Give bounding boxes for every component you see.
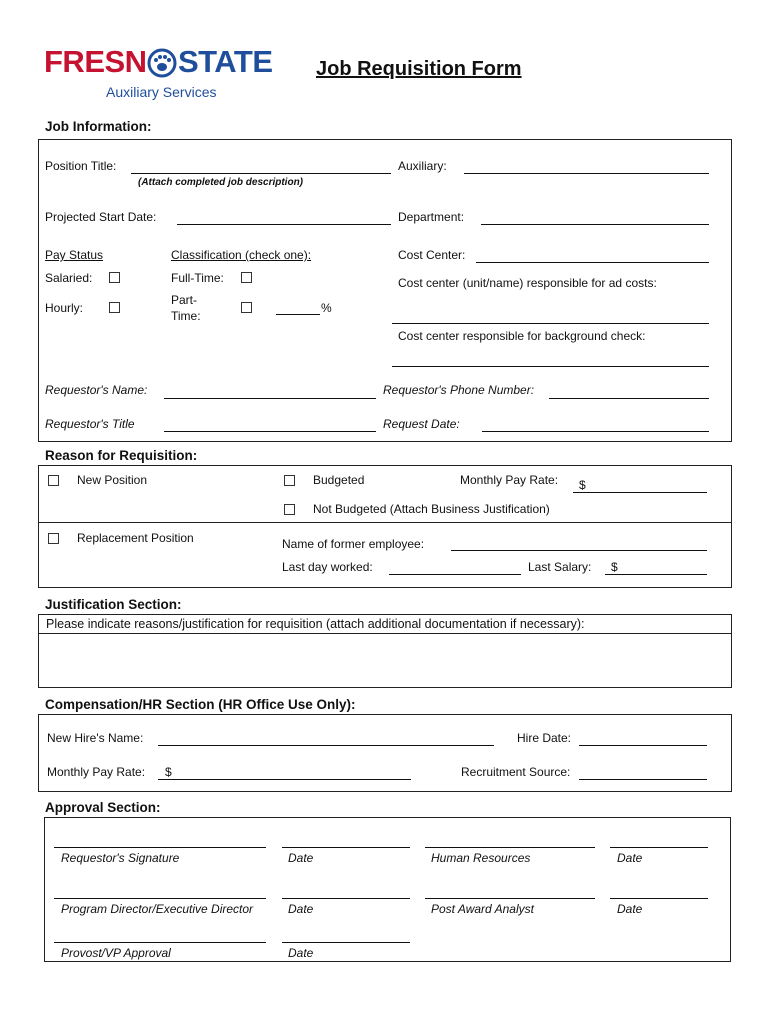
reason-divider bbox=[38, 522, 732, 523]
not-budgeted-checkbox[interactable] bbox=[284, 504, 295, 515]
justification-divider bbox=[38, 633, 732, 634]
hire-date-field[interactable] bbox=[579, 745, 707, 746]
post-award-label: Post Award Analyst bbox=[431, 902, 534, 916]
cost-center-bg-label: Cost center responsible for background check: bbox=[398, 329, 646, 343]
comp-monthly-pay-field[interactable] bbox=[158, 779, 411, 780]
former-employee-field[interactable] bbox=[451, 550, 707, 551]
post-award-date-label: Date bbox=[617, 902, 643, 916]
new-position-checkbox[interactable] bbox=[48, 475, 59, 486]
recruitment-source-label: Recruitment Source: bbox=[461, 765, 571, 779]
job-info-heading: Job Information: bbox=[45, 119, 152, 134]
classification-label: Classification (check one): bbox=[171, 248, 312, 262]
full-time-checkbox[interactable] bbox=[241, 272, 252, 283]
reason-heading: Reason for Requisition: bbox=[45, 448, 198, 463]
provost-label: Provost/VP Approval bbox=[61, 946, 171, 960]
new-hire-field[interactable] bbox=[158, 745, 494, 746]
department-field[interactable] bbox=[481, 224, 709, 225]
budgeted-label: Budgeted bbox=[313, 473, 365, 487]
cost-center-ad-label: Cost center (unit/name) responsible for ad costs: bbox=[398, 276, 657, 290]
post-award-signature-line[interactable] bbox=[425, 898, 595, 899]
department-label: Department: bbox=[398, 210, 465, 224]
post-award-date-line[interactable] bbox=[610, 898, 708, 899]
new-hire-label: New Hire's Name: bbox=[47, 731, 144, 745]
requestor-phone-label: Requestor's Phone Number: bbox=[383, 383, 535, 397]
cost-center-bg-field[interactable] bbox=[392, 366, 709, 367]
comp-monthly-pay-dollar: $ bbox=[165, 765, 172, 779]
director-date-line[interactable] bbox=[282, 898, 410, 899]
justification-heading: Justification Section: bbox=[45, 597, 182, 612]
requestor-date-line[interactable] bbox=[282, 847, 410, 848]
budgeted-checkbox[interactable] bbox=[284, 475, 295, 486]
logo-subtitle: Auxiliary Services bbox=[106, 84, 217, 100]
part-time-label-line2: Time: bbox=[171, 309, 201, 323]
last-day-field[interactable] bbox=[389, 574, 521, 575]
part-time-checkbox[interactable] bbox=[241, 302, 252, 313]
logo-state-text: STATE bbox=[178, 44, 273, 79]
requestor-signature-line[interactable] bbox=[54, 847, 266, 848]
request-date-label: Request Date: bbox=[383, 417, 460, 431]
comp-monthly-pay-label: Monthly Pay Rate: bbox=[47, 765, 146, 779]
approval-heading: Approval Section: bbox=[45, 800, 161, 815]
replacement-label: Replacement Position bbox=[77, 531, 194, 545]
justification-prompt: Please indicate reasons/justification for requisition (attach additional documentation if necessary): bbox=[46, 617, 585, 631]
hr-signature-line[interactable] bbox=[425, 847, 595, 848]
provost-signature-line[interactable] bbox=[54, 942, 266, 943]
requestor-title-label: Requestor's Title bbox=[45, 417, 135, 431]
request-date-field[interactable] bbox=[482, 431, 709, 432]
human-resources-label: Human Resources bbox=[431, 851, 531, 865]
hourly-label: Hourly: bbox=[45, 301, 84, 315]
last-salary-label: Last Salary: bbox=[528, 560, 592, 574]
requestor-name-field[interactable] bbox=[164, 398, 376, 399]
requestor-name-label: Requestor's Name: bbox=[45, 383, 148, 397]
hire-date-label: Hire Date: bbox=[517, 731, 572, 745]
position-title-label: Position Title: bbox=[45, 159, 117, 173]
pay-status-label: Pay Status bbox=[45, 248, 104, 262]
percent-sign: % bbox=[321, 301, 332, 315]
salaried-label: Salaried: bbox=[45, 271, 93, 285]
cost-center-label: Cost Center: bbox=[398, 248, 466, 262]
recruitment-source-field[interactable] bbox=[579, 779, 707, 780]
salaried-checkbox[interactable] bbox=[109, 272, 120, 283]
part-time-label-line1: Part- bbox=[171, 293, 198, 307]
last-day-label: Last day worked: bbox=[282, 560, 373, 574]
last-salary-field[interactable] bbox=[605, 574, 707, 575]
cost-center-ad-field[interactable] bbox=[392, 323, 709, 324]
requestor-title-field[interactable] bbox=[164, 431, 376, 432]
new-position-label: New Position bbox=[77, 473, 148, 487]
logo-fresno-text: FRESN bbox=[44, 44, 147, 79]
paw-icon bbox=[146, 48, 178, 78]
part-time-percent-field[interactable] bbox=[276, 314, 320, 315]
monthly-pay-rate-field[interactable] bbox=[573, 492, 707, 493]
compensation-box bbox=[38, 714, 732, 792]
requestor-signature-label: Requestor's Signature bbox=[61, 851, 180, 865]
full-time-label: Full-Time: bbox=[171, 271, 224, 285]
monthly-pay-dollar: $ bbox=[579, 478, 586, 492]
replacement-checkbox[interactable] bbox=[48, 533, 59, 544]
last-salary-dollar: $ bbox=[611, 560, 618, 574]
auxiliary-field[interactable] bbox=[464, 173, 709, 174]
approval-box bbox=[44, 817, 731, 962]
page-title: Job Requisition Form bbox=[316, 58, 522, 80]
hourly-checkbox[interactable] bbox=[109, 302, 120, 313]
monthly-pay-rate-label: Monthly Pay Rate: bbox=[460, 473, 559, 487]
director-date-label: Date bbox=[288, 902, 314, 916]
provost-date-line[interactable] bbox=[282, 942, 410, 943]
hr-date-line[interactable] bbox=[610, 847, 708, 848]
hr-date-label: Date bbox=[617, 851, 643, 865]
attach-note: (Attach completed job description) bbox=[138, 177, 304, 188]
compensation-heading: Compensation/HR Section (HR Office Use Only): bbox=[45, 697, 356, 712]
former-employee-label: Name of former employee: bbox=[282, 537, 425, 551]
requestor-phone-field[interactable] bbox=[549, 398, 709, 399]
requestor-date-label: Date bbox=[288, 851, 314, 865]
program-director-label: Program Director/Executive Director bbox=[61, 902, 254, 916]
auxiliary-label: Auxiliary: bbox=[398, 159, 447, 173]
cost-center-field[interactable] bbox=[476, 262, 709, 263]
projected-start-field[interactable] bbox=[177, 224, 391, 225]
not-budgeted-label: Not Budgeted (Attach Business Justification) bbox=[313, 502, 550, 516]
provost-date-label: Date bbox=[288, 946, 314, 960]
position-title-field[interactable] bbox=[131, 173, 391, 174]
projected-start-label: Projected Start Date: bbox=[45, 210, 157, 224]
director-signature-line[interactable] bbox=[54, 898, 266, 899]
